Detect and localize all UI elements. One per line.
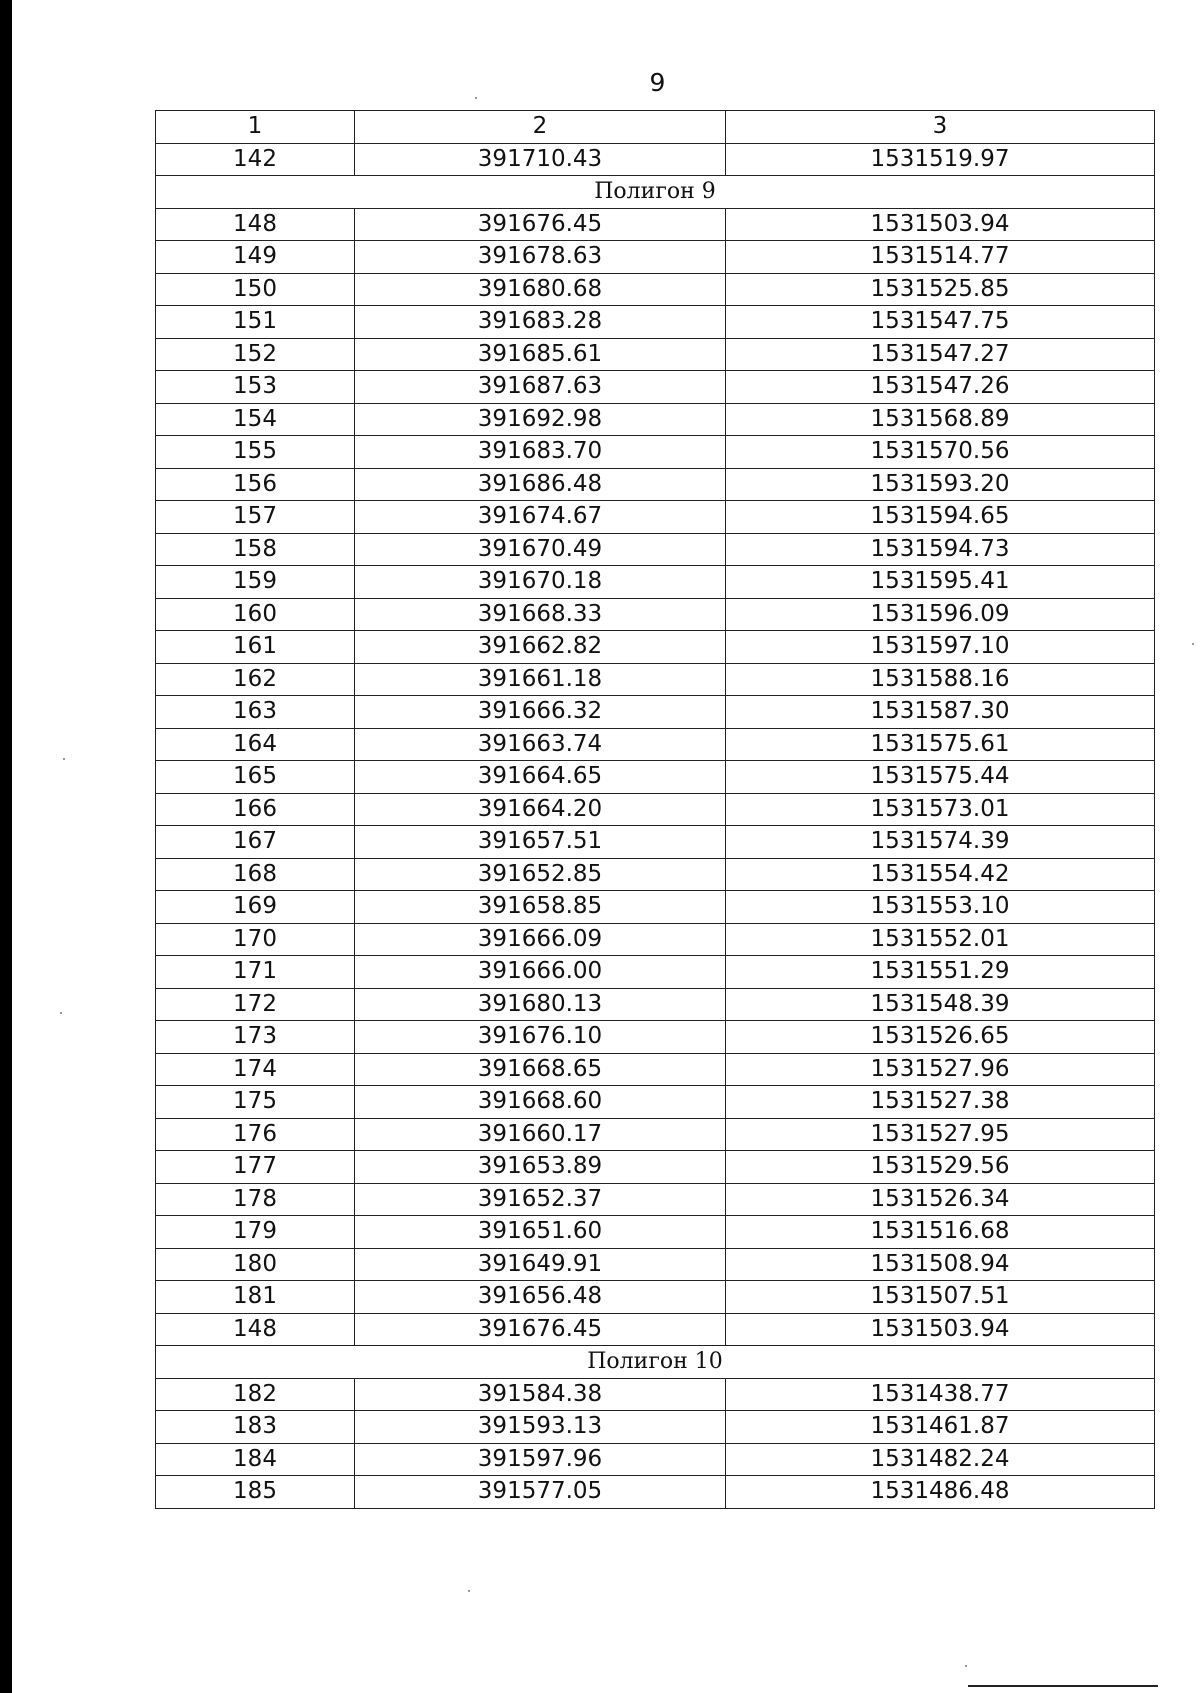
point-number-cell: 181 [156, 1281, 355, 1314]
y-coordinate-cell: 1531573.01 [726, 793, 1155, 826]
table-row [156, 663, 1155, 696]
x-coordinate-cell: 391649.91 [355, 1248, 726, 1281]
point-number-cell: 173 [156, 1021, 355, 1054]
y-coordinate-cell: 1531570.56 [726, 436, 1155, 469]
point-number-cell: 162 [156, 663, 355, 696]
table-row [156, 1443, 1155, 1476]
table-row [156, 208, 1155, 241]
x-coordinate-cell: 391687.63 [355, 371, 726, 404]
point-number-cell: 167 [156, 826, 355, 859]
x-coordinate-cell: 391661.18 [355, 663, 726, 696]
table-row [156, 143, 1155, 176]
table-row [156, 1086, 1155, 1119]
table-row [156, 1476, 1155, 1509]
table-row [156, 338, 1155, 371]
point-number-cell: 164 [156, 728, 355, 761]
point-number-cell: 182 [156, 1378, 355, 1411]
y-coordinate-cell: 1531482.24 [726, 1443, 1155, 1476]
point-number-cell: 169 [156, 891, 355, 924]
y-coordinate-cell: 1531574.39 [726, 826, 1155, 859]
y-coordinate-cell: 1531593.20 [726, 468, 1155, 501]
table-row [156, 306, 1155, 339]
y-coordinate-cell: 1531519.97 [726, 143, 1155, 176]
y-coordinate-cell: 1531553.10 [726, 891, 1155, 924]
table-row [156, 1378, 1155, 1411]
y-coordinate-cell: 1531548.39 [726, 988, 1155, 1021]
x-coordinate-cell: 391651.60 [355, 1216, 726, 1249]
y-coordinate-cell: 1531516.68 [726, 1216, 1155, 1249]
scan-speck [965, 1665, 967, 1667]
x-coordinate-cell: 391680.68 [355, 273, 726, 306]
table-row [156, 501, 1155, 534]
y-coordinate-cell: 1531514.77 [726, 241, 1155, 274]
x-coordinate-cell: 391676.10 [355, 1021, 726, 1054]
point-number-cell: 174 [156, 1053, 355, 1086]
y-coordinate-cell: 1531596.09 [726, 598, 1155, 631]
x-coordinate-cell: 391670.18 [355, 566, 726, 599]
table-row [156, 826, 1155, 859]
x-coordinate-cell: 391692.98 [355, 403, 726, 436]
y-coordinate-cell: 1531587.30 [726, 696, 1155, 729]
x-coordinate-cell: 391680.13 [355, 988, 726, 1021]
header-cell-x: 2 [355, 111, 726, 144]
x-coordinate-cell: 391652.85 [355, 858, 726, 891]
table-row [156, 533, 1155, 566]
bottom-rule [968, 1685, 1158, 1687]
point-number-cell: 152 [156, 338, 355, 371]
y-coordinate-cell: 1531547.75 [726, 306, 1155, 339]
x-coordinate-cell: 391668.33 [355, 598, 726, 631]
table-row [156, 988, 1155, 1021]
point-number-cell: 159 [156, 566, 355, 599]
x-coordinate-cell: 391653.89 [355, 1151, 726, 1184]
table-row [156, 1281, 1155, 1314]
table-header-row [156, 111, 1155, 144]
y-coordinate-cell: 1531552.01 [726, 923, 1155, 956]
y-coordinate-cell: 1531575.61 [726, 728, 1155, 761]
y-coordinate-cell: 1531507.51 [726, 1281, 1155, 1314]
y-coordinate-cell: 1531525.85 [726, 273, 1155, 306]
x-coordinate-cell: 391666.09 [355, 923, 726, 956]
y-coordinate-cell: 1531547.27 [726, 338, 1155, 371]
x-coordinate-cell: 391676.45 [355, 208, 726, 241]
table-row [156, 761, 1155, 794]
point-number-cell: 160 [156, 598, 355, 631]
y-coordinate-cell: 1531597.10 [726, 631, 1155, 664]
table-row [156, 241, 1155, 274]
y-coordinate-cell: 1531527.96 [726, 1053, 1155, 1086]
table-row [156, 1313, 1155, 1346]
table-row [156, 1248, 1155, 1281]
x-coordinate-cell: 391577.05 [355, 1476, 726, 1509]
table-row [156, 1118, 1155, 1151]
table-row [156, 436, 1155, 469]
point-number-cell: 166 [156, 793, 355, 826]
point-number-cell: 176 [156, 1118, 355, 1151]
table-row [156, 891, 1155, 924]
y-coordinate-cell: 1531526.65 [726, 1021, 1155, 1054]
table-row [156, 273, 1155, 306]
point-number-cell: 185 [156, 1476, 355, 1509]
table-row [156, 1151, 1155, 1184]
table-row [156, 403, 1155, 436]
point-number-cell: 148 [156, 208, 355, 241]
point-number-cell: 151 [156, 306, 355, 339]
table-row [156, 1183, 1155, 1216]
y-coordinate-cell: 1531568.89 [726, 403, 1155, 436]
point-number-cell: 154 [156, 403, 355, 436]
table-row [156, 1053, 1155, 1086]
x-coordinate-cell: 391597.96 [355, 1443, 726, 1476]
x-coordinate-cell: 391670.49 [355, 533, 726, 566]
point-number-cell: 184 [156, 1443, 355, 1476]
table-row [156, 728, 1155, 761]
page-number: 9 [649, 68, 666, 97]
x-coordinate-cell: 391674.67 [355, 501, 726, 534]
x-coordinate-cell: 391664.20 [355, 793, 726, 826]
point-number-cell: 156 [156, 468, 355, 501]
table-row [156, 858, 1155, 891]
x-coordinate-cell: 391668.65 [355, 1053, 726, 1086]
point-number-cell: 175 [156, 1086, 355, 1119]
table-row [156, 468, 1155, 501]
point-number-cell: 148 [156, 1313, 355, 1346]
x-coordinate-cell: 391584.38 [355, 1378, 726, 1411]
scan-speck [1192, 643, 1194, 645]
y-coordinate-cell: 1531503.94 [726, 1313, 1155, 1346]
point-number-cell: 178 [156, 1183, 355, 1216]
table-row [156, 696, 1155, 729]
scan-speck [63, 758, 65, 760]
point-number-cell: 170 [156, 923, 355, 956]
section-row [156, 1346, 1155, 1379]
y-coordinate-cell: 1531438.77 [726, 1378, 1155, 1411]
x-coordinate-cell: 391652.37 [355, 1183, 726, 1216]
point-number-cell: 161 [156, 631, 355, 664]
y-coordinate-cell: 1531554.42 [726, 858, 1155, 891]
y-coordinate-cell: 1531526.34 [726, 1183, 1155, 1216]
table-row [156, 1411, 1155, 1444]
y-coordinate-cell: 1531594.65 [726, 501, 1155, 534]
x-coordinate-cell: 391686.48 [355, 468, 726, 501]
x-coordinate-cell: 391668.60 [355, 1086, 726, 1119]
x-coordinate-cell: 391710.43 [355, 143, 726, 176]
x-coordinate-cell: 391657.51 [355, 826, 726, 859]
x-coordinate-cell: 391664.65 [355, 761, 726, 794]
y-coordinate-cell: 1531588.16 [726, 663, 1155, 696]
x-coordinate-cell: 391658.85 [355, 891, 726, 924]
table-row [156, 371, 1155, 404]
x-coordinate-cell: 391685.61 [355, 338, 726, 371]
table-row [156, 566, 1155, 599]
table-body [156, 143, 1155, 1508]
scan-speck [475, 97, 477, 99]
point-number-cell: 179 [156, 1216, 355, 1249]
y-coordinate-cell: 1531527.95 [726, 1118, 1155, 1151]
table-row [156, 923, 1155, 956]
point-number-cell: 157 [156, 501, 355, 534]
table-row [156, 1216, 1155, 1249]
y-coordinate-cell: 1531461.87 [726, 1411, 1155, 1444]
table-row [156, 793, 1155, 826]
x-coordinate-cell: 391666.00 [355, 956, 726, 989]
x-coordinate-cell: 391666.32 [355, 696, 726, 729]
point-number-cell: 177 [156, 1151, 355, 1184]
scan-speck [468, 1590, 470, 1592]
table-row [156, 631, 1155, 664]
section-label: Полигон 9 [156, 176, 1155, 209]
y-coordinate-cell: 1531594.73 [726, 533, 1155, 566]
point-number-cell: 150 [156, 273, 355, 306]
x-coordinate-cell: 391676.45 [355, 1313, 726, 1346]
point-number-cell: 163 [156, 696, 355, 729]
y-coordinate-cell: 1531503.94 [726, 208, 1155, 241]
point-number-cell: 180 [156, 1248, 355, 1281]
scan-speck [60, 1012, 62, 1014]
point-number-cell: 142 [156, 143, 355, 176]
point-number-cell: 153 [156, 371, 355, 404]
y-coordinate-cell: 1531508.94 [726, 1248, 1155, 1281]
x-coordinate-cell: 391656.48 [355, 1281, 726, 1314]
y-coordinate-cell: 1531527.38 [726, 1086, 1155, 1119]
point-number-cell: 171 [156, 956, 355, 989]
point-number-cell: 155 [156, 436, 355, 469]
scan-edge-bar [0, 0, 12, 1693]
x-coordinate-cell: 391683.70 [355, 436, 726, 469]
section-row [156, 176, 1155, 209]
x-coordinate-cell: 391593.13 [355, 1411, 726, 1444]
point-number-cell: 158 [156, 533, 355, 566]
x-coordinate-cell: 391660.17 [355, 1118, 726, 1151]
point-number-cell: 168 [156, 858, 355, 891]
x-coordinate-cell: 391683.28 [355, 306, 726, 339]
y-coordinate-cell: 1531595.41 [726, 566, 1155, 599]
x-coordinate-cell: 391662.82 [355, 631, 726, 664]
y-coordinate-cell: 1531575.44 [726, 761, 1155, 794]
x-coordinate-cell: 391663.74 [355, 728, 726, 761]
coordinates-table [155, 110, 1155, 1509]
point-number-cell: 149 [156, 241, 355, 274]
point-number-cell: 183 [156, 1411, 355, 1444]
y-coordinate-cell: 1531486.48 [726, 1476, 1155, 1509]
point-number-cell: 165 [156, 761, 355, 794]
y-coordinate-cell: 1531529.56 [726, 1151, 1155, 1184]
x-coordinate-cell: 391678.63 [355, 241, 726, 274]
header-cell-y: 3 [726, 111, 1155, 144]
y-coordinate-cell: 1531551.29 [726, 956, 1155, 989]
y-coordinate-cell: 1531547.26 [726, 371, 1155, 404]
table-row [156, 598, 1155, 631]
table-row [156, 956, 1155, 989]
header-cell-point: 1 [156, 111, 355, 144]
table-row [156, 1021, 1155, 1054]
point-number-cell: 172 [156, 988, 355, 1021]
section-label: Полигон 10 [156, 1346, 1155, 1379]
